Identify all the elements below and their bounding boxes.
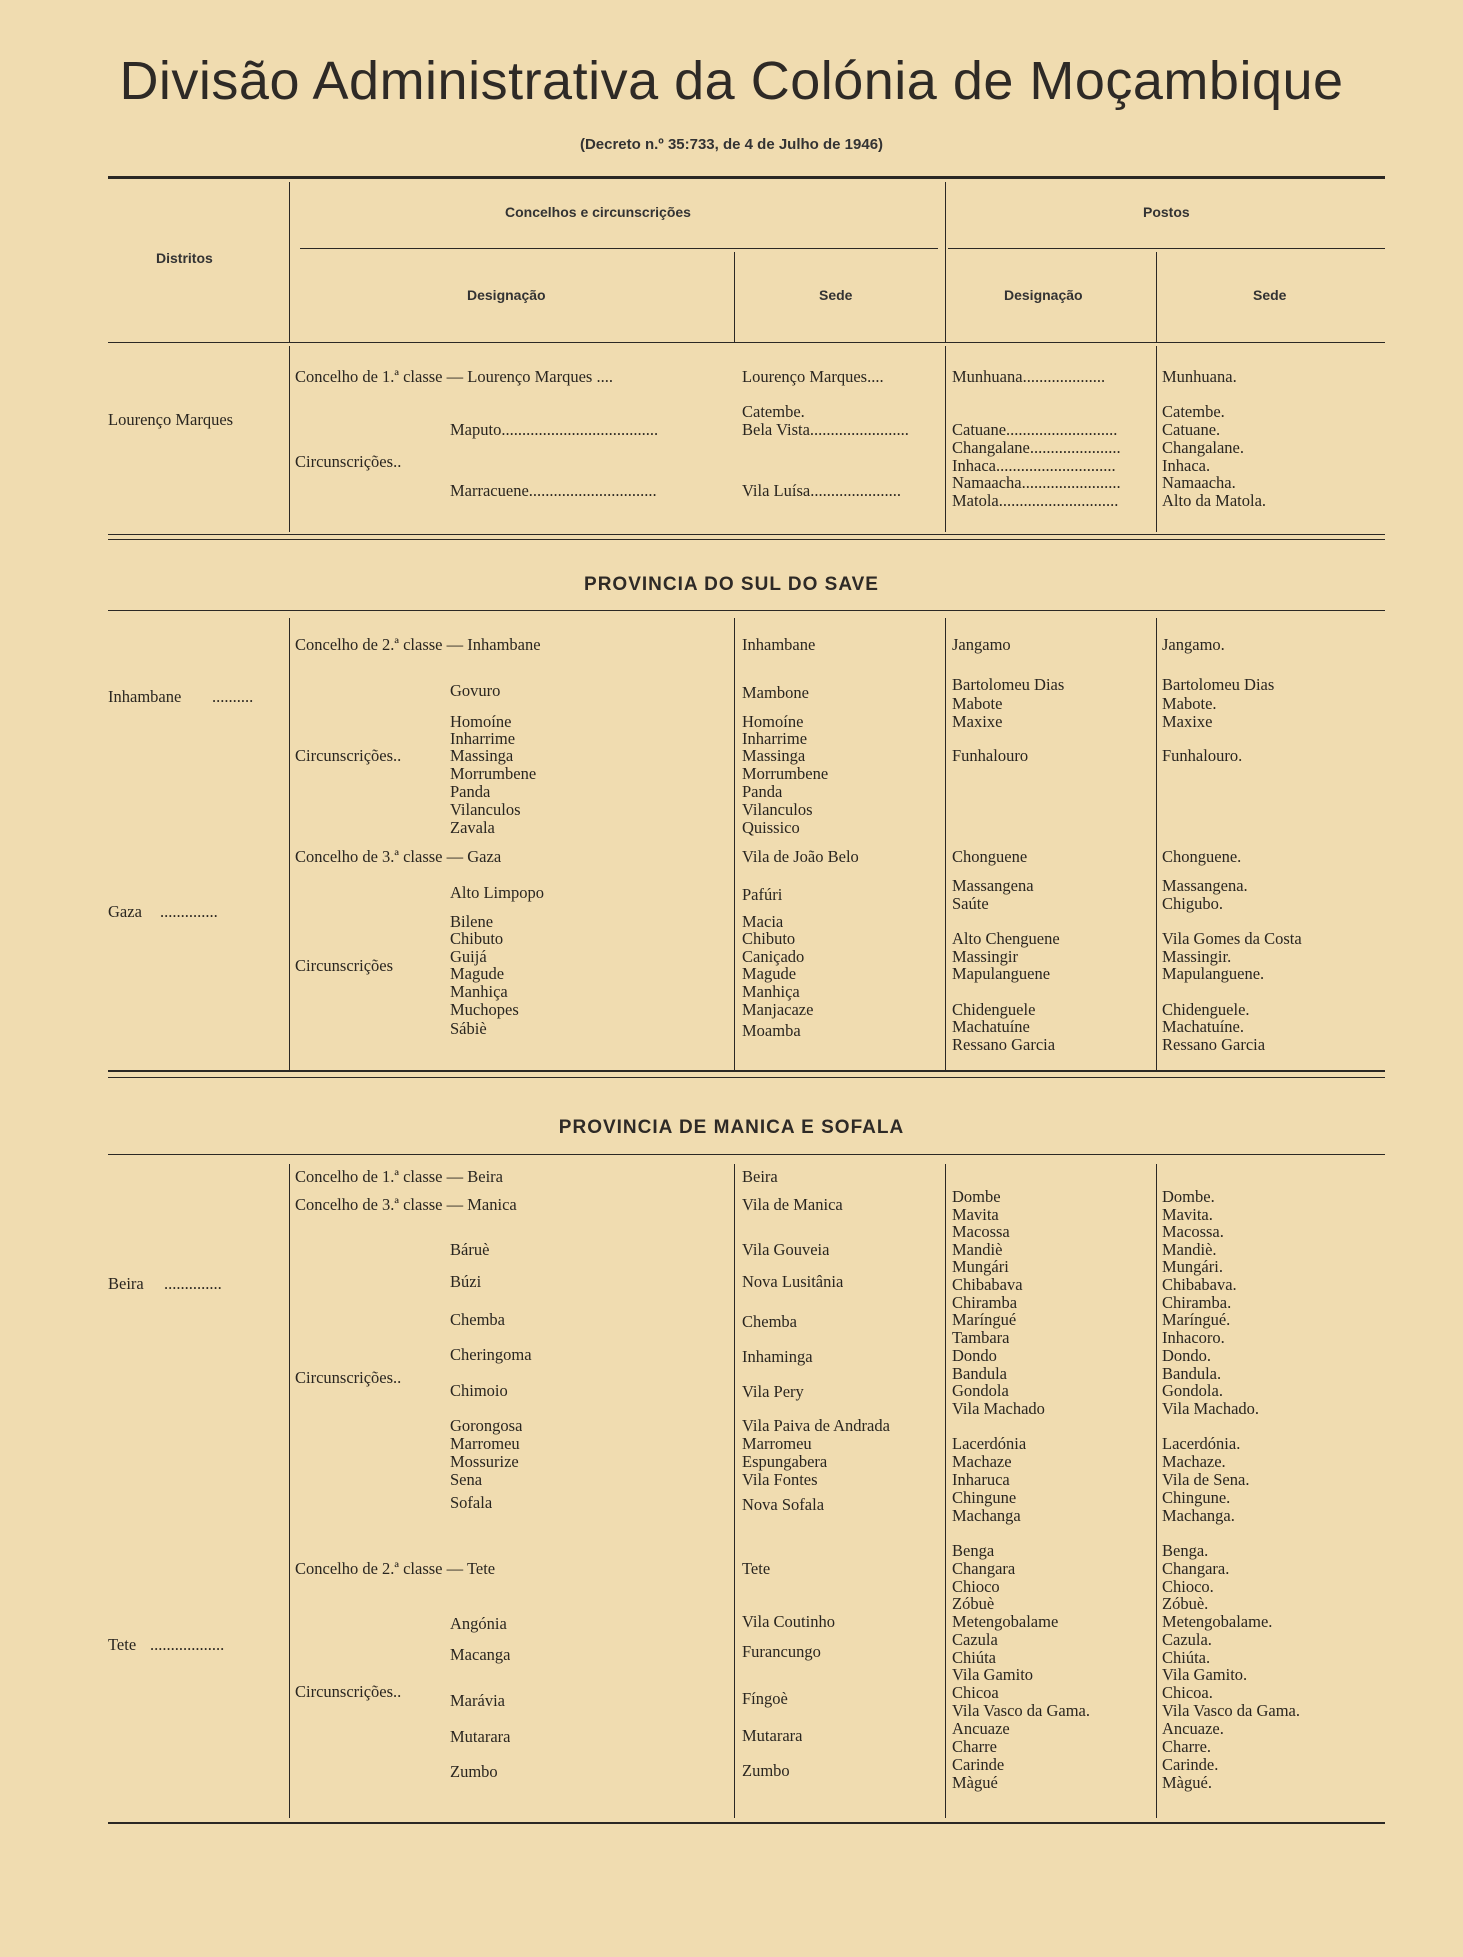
manica-cell: Mavita. [1162, 1206, 1213, 1224]
manica-cell: Chiramba [952, 1294, 1018, 1312]
sul-cell: Caniçado [742, 948, 805, 966]
decree-subtitle: (Decreto n.º 35:733, de 4 de Julho de 1946) [579, 136, 884, 153]
manica-cell: Chemba [450, 1311, 505, 1329]
manica-cell: Carinde. [1162, 1756, 1219, 1774]
manica-cell: Mutarara [450, 1728, 511, 1746]
sul-cell: Ressano Garcia [952, 1036, 1056, 1054]
header-bottom-rule [108, 342, 1385, 343]
manica-cell: Vila Machado. [1162, 1400, 1260, 1418]
manica-cell: Ancuaze [952, 1720, 1010, 1738]
sul-cell: Manhiça [450, 983, 508, 1001]
manica-cell: Machaze. [1162, 1453, 1226, 1471]
lm-cell: Namaacha. [1162, 474, 1236, 492]
sul-cell: Alto Limpopo [450, 884, 544, 902]
manica-cell: Vila Machado [952, 1400, 1045, 1418]
lm-circ-text: Circunscrições [295, 452, 394, 471]
sul-end-rule-1 [108, 1070, 1385, 1072]
sul-cell: Homoíne [742, 713, 804, 731]
manica-cell: Macanga [450, 1646, 511, 1664]
header-distritos: Distritos [156, 250, 213, 266]
lm-cell: Lourenço Marques.... [742, 368, 884, 386]
manica-col-line-4 [1156, 1164, 1157, 1818]
sul-cell: Alto Chenguene [952, 930, 1060, 948]
manica-cell: Zóbuè [952, 1595, 995, 1613]
sul-cell: Manjacaze [742, 1001, 814, 1019]
manica-cell: Concelho de 1.ª classe — Beira [295, 1168, 503, 1186]
district-tete: Tete [108, 1635, 137, 1654]
manica-cell: Dombe. [1162, 1188, 1215, 1206]
manica-cell: Vila Vasco da Gama. [952, 1702, 1090, 1720]
manica-cell: Vila Gamito. [1162, 1666, 1248, 1684]
header-sede-concelho: Sede [819, 287, 853, 303]
manica-top-rule [108, 1154, 1385, 1155]
lm-cell: Changalane. [1162, 439, 1245, 457]
sul-cell: Govuro [450, 682, 501, 700]
sul-cell: Maxixe [952, 713, 1003, 731]
manica-cell: Báruè [450, 1241, 490, 1259]
manica-cell: Mandiè [952, 1241, 1003, 1259]
manica-cell: Cazula [952, 1631, 998, 1649]
sul-cell: Sábiè [450, 1020, 487, 1038]
manica-cell: Cazula. [1162, 1631, 1212, 1649]
sul-cell: Massinga [450, 747, 514, 765]
manica-cell: Concelho de 2.ª classe — Tete [295, 1560, 496, 1578]
sul-cell: Massangena [952, 877, 1034, 895]
manica-col-line-1 [289, 1164, 290, 1818]
manica-cell: Bandula [952, 1365, 1007, 1383]
manica-cell: Màgué [952, 1774, 998, 1792]
manica-cell: Metengobalame. [1162, 1613, 1273, 1631]
manica-cell: Vila Coutinho [742, 1613, 835, 1631]
sul-cell: Panda [450, 783, 491, 801]
province-manica-sofala: PROVINCIA DE MANICA E SOFALA [558, 1117, 905, 1138]
manica-cell: Vila Fontes [742, 1471, 818, 1489]
lm-col-line-4 [1156, 346, 1157, 532]
header-sede-posto: Sede [1253, 287, 1287, 303]
sul-cell: Vilanculos [742, 801, 813, 819]
sul-cell: Vila de João Belo [742, 848, 859, 866]
manica-cell: Angónia [450, 1615, 507, 1633]
sul-cell: Muchopes [450, 1001, 519, 1019]
lm-cell: Munhuana. [1162, 368, 1237, 386]
sul-cell: Bartolomeu Dias [1162, 676, 1275, 694]
manica-cell: Chicoa. [1162, 1684, 1213, 1702]
manica-cell: Tete [742, 1560, 771, 1578]
manica-cell: Zumbo [450, 1763, 498, 1781]
province-sul-do-save: PROVINCIA DO SUL DO SAVE [584, 574, 879, 595]
header-mid-rule-left [300, 248, 938, 249]
lm-circ-label: Circunscrições.. [295, 452, 402, 471]
lm-cell: Alto da Matola. [1162, 492, 1267, 510]
manica-cell: Machaze [952, 1453, 1012, 1471]
manica-cell: Carinde [952, 1756, 1005, 1774]
sul-cell: Guijá [450, 948, 487, 966]
manica-cell: Circunscrições.. [295, 1369, 402, 1387]
sul-cell: Jangamo. [1162, 636, 1225, 654]
district-lourenco-marques: Lourenço Marques [108, 410, 234, 429]
manica-cell: Machanga [952, 1507, 1021, 1525]
district-gaza: Gaza [108, 902, 142, 921]
manica-cell: Tambara [952, 1329, 1010, 1347]
header-concelhos: Concelhos e circunscrições [505, 204, 691, 220]
sul-cell: Mabote. [1162, 695, 1217, 713]
sul-cell: Machatuíne. [1162, 1018, 1245, 1036]
manica-cell: Bandula. [1162, 1365, 1222, 1383]
manica-cell: Vila Pery [742, 1383, 804, 1401]
manica-col-line-2 [734, 1164, 735, 1818]
manica-cell: Changara. [1162, 1560, 1230, 1578]
sul-cell: Machatuíne [952, 1018, 1030, 1036]
header-divider-3 [734, 252, 735, 342]
manica-cell: Marromeu [450, 1435, 520, 1453]
lm-end-rule-2 [108, 539, 1385, 540]
manica-cell: Màgué. [1162, 1774, 1212, 1792]
lm-end-rule-1 [108, 534, 1385, 535]
manica-cell: Mungári. [1162, 1258, 1223, 1276]
manica-cell: Machanga. [1162, 1507, 1235, 1525]
manica-cell: Vila Vasco da Gama. [1162, 1702, 1300, 1720]
sul-top-rule [108, 610, 1385, 611]
manica-cell: Inhaminga [742, 1348, 813, 1366]
manica-cell: Dombe [952, 1188, 1001, 1206]
manica-cell: Gondola [952, 1382, 1009, 1400]
lm-cell: Munhuana.................... [952, 368, 1106, 386]
lm-cell: Catuane........................... [952, 421, 1118, 439]
district-inhambane-dots: .......... [212, 687, 254, 706]
lm-cell: Bela Vista........................ [742, 421, 909, 439]
sul-cell: Morrumbene [450, 765, 537, 783]
sul-cell: Mambone [742, 684, 809, 702]
sul-cell: Moamba [742, 1022, 801, 1040]
manica-cell: Beira [742, 1168, 778, 1186]
manica-cell: Mossurize [450, 1453, 519, 1471]
sul-cell: Funhalouro. [1162, 747, 1243, 765]
manica-cell: Charre [952, 1738, 997, 1756]
manica-cell: Chimoio [450, 1382, 508, 1400]
manica-cell: Chiúta. [1162, 1649, 1211, 1667]
sul-cell: Saúte [952, 895, 989, 913]
lm-cell: Concelho de 1.ª classe — Lourenço Marques .... [295, 368, 613, 386]
manica-cell: Benga [952, 1542, 995, 1560]
sul-cell: Massangena. [1162, 877, 1248, 895]
lm-cell: Catembe. [742, 403, 805, 421]
sul-cell: Morrumbene [742, 765, 829, 783]
manica-cell: Changara [952, 1560, 1016, 1578]
sul-col-line-3 [945, 618, 946, 1070]
sul-cell: Magude [450, 965, 505, 983]
sul-cell: Quissico [742, 819, 800, 837]
sul-cell: Vila Gomes da Costa [1162, 930, 1302, 948]
manica-cell: Lacerdónia. [1162, 1435, 1241, 1453]
lm-cell: Changalane...................... [952, 439, 1121, 457]
manica-cell: Chingune. [1162, 1489, 1231, 1507]
sul-cell: Chigubo. [1162, 895, 1223, 913]
manica-cell: Sena [450, 1471, 483, 1489]
manica-cell: Chioco [952, 1578, 1000, 1596]
header-divider-4 [1156, 252, 1157, 342]
manica-cell: Mutarara [742, 1727, 803, 1745]
sul-cell: Concelho de 2.ª classe — Inhambane [295, 636, 541, 654]
manica-cell: Nova Lusitânia [742, 1273, 844, 1291]
manica-cell: Inharuca [952, 1471, 1010, 1489]
manica-cell: Inhacoro. [1162, 1329, 1225, 1347]
manica-cell: Gorongosa [450, 1417, 523, 1435]
page-title: Divisão Administrativa da Colónia de Moçambique [119, 51, 1344, 111]
manica-cell: Sofala [450, 1494, 493, 1512]
header-divider-2 [945, 182, 946, 342]
manica-cell: Espungabera [742, 1453, 828, 1471]
manica-cell: Ancuaze. [1162, 1720, 1224, 1738]
sul-cell: Macia [742, 913, 784, 931]
sul-cell: Vilanculos [450, 801, 521, 819]
manica-cell: Dondo. [1162, 1347, 1212, 1365]
manica-cell: Gondola. [1162, 1382, 1223, 1400]
sul-cell: Chonguene [952, 848, 1028, 866]
manica-cell: Vila Gouveia [742, 1241, 830, 1259]
lm-col-line-3 [945, 346, 946, 532]
manica-cell: Chibabava. [1162, 1276, 1237, 1294]
manica-cell: Mungári [952, 1258, 1009, 1276]
sul-col-line-4 [1156, 618, 1157, 1070]
sul-col-line-1 [289, 618, 290, 1070]
sul-cell: Inhambane [742, 636, 816, 654]
header-divider-1 [289, 182, 290, 342]
manica-cell: Vila de Manica [742, 1196, 843, 1214]
sul-cell: Chidenguele. [1162, 1001, 1250, 1019]
manica-cell: Chiúta [952, 1649, 996, 1667]
sul-col-line-2 [734, 618, 735, 1070]
manica-cell: Zumbo [742, 1762, 790, 1780]
sul-cell: Mapulanguene. [1162, 965, 1265, 983]
manica-cell: Vila de Sena. [1162, 1471, 1250, 1489]
manica-cell: Nova Sofala [742, 1496, 825, 1514]
sul-cell: Bartolomeu Dias [952, 676, 1065, 694]
sul-cell: Ressano Garcia [1162, 1036, 1266, 1054]
lm-cell: Inhaca............................. [952, 457, 1116, 475]
lm-cell: Catembe. [1162, 403, 1225, 421]
sul-cell: Mabote [952, 695, 1003, 713]
manica-cell: Charre. [1162, 1738, 1212, 1756]
sul-cell: Homoíne [450, 713, 512, 731]
sul-cell: Circunscrições.. [295, 747, 402, 765]
sul-cell: Chonguene. [1162, 848, 1242, 866]
lm-cell: Namaacha........................ [952, 474, 1121, 492]
district-beira-dots: .............. [164, 1274, 222, 1293]
sul-cell: Bilene [450, 913, 494, 931]
header-postos: Postos [1143, 204, 1190, 220]
lm-cell: Matola............................. [952, 492, 1119, 510]
manica-cell: Chibabava [952, 1276, 1023, 1294]
sul-cell: Mapulanguene [952, 965, 1051, 983]
district-inhambane: Inhambane [108, 687, 182, 706]
manica-cell: Benga. [1162, 1542, 1209, 1560]
manica-cell: Marromeu [742, 1435, 812, 1453]
sul-cell: Inharrime [742, 730, 808, 748]
sul-end-rule-2 [108, 1077, 1385, 1078]
lm-col-line-1 [289, 346, 290, 532]
sul-cell: Maxixe [1162, 713, 1213, 731]
sul-cell: Manhiça [742, 983, 800, 1001]
manica-cell: Concelho de 3.ª classe — Manica [295, 1196, 517, 1214]
lm-cell: Vila Luísa...................... [742, 482, 901, 500]
district-beira: Beira [108, 1274, 144, 1293]
manica-cell: Mavita [952, 1206, 999, 1224]
manica-cell: Chicoa [952, 1684, 999, 1702]
manica-col-line-3 [945, 1164, 946, 1818]
sul-cell: Massingir. [1162, 948, 1232, 966]
header-designacao-concelho: Designação [467, 287, 546, 303]
lm-cell: Marracuene............................... [450, 482, 657, 500]
manica-cell: Lacerdónia [952, 1435, 1027, 1453]
sul-cell: Circunscrições [295, 957, 394, 975]
manica-cell: Chingune [952, 1489, 1017, 1507]
sul-cell: Massingir [952, 948, 1018, 966]
lm-cell: Catuane. [1162, 421, 1221, 439]
manica-cell: Chiramba. [1162, 1294, 1232, 1312]
manica-cell: Marávia [450, 1692, 505, 1710]
manica-cell: Macossa [952, 1223, 1010, 1241]
manica-cell: Cheringoma [450, 1346, 532, 1364]
sul-cell: Chibuto [742, 930, 796, 948]
manica-cell: Maríngué. [1162, 1311, 1231, 1329]
sul-cell: Magude [742, 965, 797, 983]
sul-cell: Chidenguele [952, 1001, 1036, 1019]
sul-cell: Massinga [742, 747, 806, 765]
manica-cell: Macossa. [1162, 1223, 1224, 1241]
manica-cell: Vila Gamito [952, 1666, 1034, 1684]
sul-cell: Chibuto [450, 930, 504, 948]
manica-cell: Chioco. [1162, 1578, 1214, 1596]
district-tete-dots: .................. [150, 1635, 225, 1654]
sul-cell: Inharrime [450, 730, 516, 748]
district-gaza-dots: .............. [160, 902, 218, 921]
sul-cell: Panda [742, 783, 783, 801]
sul-cell: Concelho de 3.ª classe — Gaza [295, 848, 502, 866]
manica-cell: Búzi [450, 1273, 482, 1291]
lm-cell: Maputo...................................... [450, 421, 659, 439]
header-mid-rule-right [948, 248, 1385, 249]
manica-cell: Maríngué [952, 1311, 1017, 1329]
manica-cell: Dondo [952, 1347, 997, 1365]
manica-cell: Circunscrições.. [295, 1683, 402, 1701]
header-designacao-posto: Designação [1004, 287, 1083, 303]
manica-cell: Chemba [742, 1313, 797, 1331]
manica-cell: Fíngoè [742, 1690, 788, 1708]
manica-cell: Vila Paiva de Andrada [742, 1417, 890, 1435]
manica-cell: Metengobalame [952, 1613, 1059, 1631]
sul-cell: Zavala [450, 819, 495, 837]
sul-cell: Funhalouro [952, 747, 1029, 765]
manica-cell: Mandiè. [1162, 1241, 1217, 1259]
manica-cell: Zóbuè. [1162, 1595, 1209, 1613]
page-bottom-rule [108, 1822, 1385, 1824]
manica-cell: Furancungo [742, 1643, 821, 1661]
header-top-rule [108, 176, 1385, 179]
lm-cell: Inhaca. [1162, 457, 1211, 475]
sul-cell: Jangamo [952, 636, 1011, 654]
sul-cell: Pafúri [742, 886, 783, 904]
